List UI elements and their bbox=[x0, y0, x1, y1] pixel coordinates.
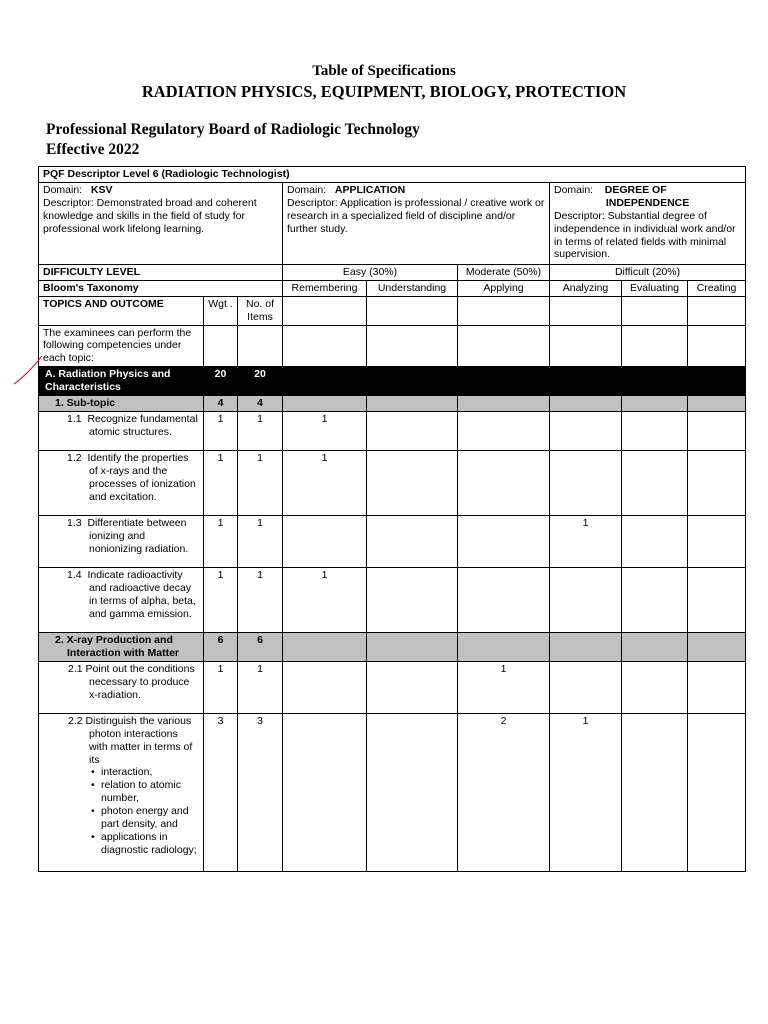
outcome-text: Recognize fundamental atomic structures. bbox=[87, 412, 198, 438]
section-a-wgt: 20 bbox=[204, 367, 238, 396]
domain-descriptor: Descriptor: Demonstrated broad and coherent knowledge and skills in the field of study for professional work lifelong learning. bbox=[43, 196, 257, 235]
evaluating-cell bbox=[622, 713, 688, 871]
table-row bbox=[39, 567, 746, 632]
applying-cell bbox=[458, 411, 550, 450]
difficulty-row bbox=[39, 264, 746, 280]
creating-cell bbox=[688, 411, 746, 450]
table-row bbox=[39, 661, 746, 713]
understanding-cell bbox=[367, 567, 458, 632]
outcome-number: 2.1 bbox=[68, 662, 83, 675]
remembering-cell: 1 bbox=[283, 450, 367, 515]
items-cell: 1 bbox=[238, 411, 283, 450]
wgt-cell: 1 bbox=[204, 515, 238, 567]
understanding-cell bbox=[367, 661, 458, 713]
topics-header: TOPICS AND OUTCOME bbox=[39, 296, 204, 325]
creating-cell bbox=[688, 515, 746, 567]
outcome-text: Identify the properties of x-rays and the processes of ionization and excitation. bbox=[87, 451, 196, 503]
difficulty-moderate: Moderate (50%) bbox=[458, 264, 550, 280]
remembering-cell bbox=[283, 515, 367, 567]
items-cell: 1 bbox=[238, 567, 283, 632]
domain-independence bbox=[550, 182, 746, 264]
items-cell: 1 bbox=[238, 450, 283, 515]
evaluating-cell bbox=[622, 450, 688, 515]
outcome-cell bbox=[39, 661, 204, 713]
blooms-label: Bloom's Taxonomy bbox=[39, 280, 283, 296]
domain-ksv bbox=[39, 182, 283, 264]
applying-cell: 1 bbox=[458, 661, 550, 713]
evaluating-cell bbox=[622, 411, 688, 450]
remembering-cell: 1 bbox=[283, 567, 367, 632]
evaluating-cell bbox=[622, 515, 688, 567]
bullet-list bbox=[89, 766, 199, 856]
outcome-cell bbox=[39, 411, 204, 450]
intro-text: The examinees can perform the following competencies under each topic: bbox=[39, 325, 204, 367]
understanding-cell bbox=[367, 411, 458, 450]
outcome-number: 2.2 bbox=[68, 714, 83, 727]
understanding-cell bbox=[367, 713, 458, 871]
document-title: Table of Specifications bbox=[312, 63, 456, 79]
bullet-item: • relation to atomic number, bbox=[89, 779, 199, 805]
creating-cell bbox=[688, 567, 746, 632]
outcome-number: 1.2 bbox=[67, 451, 82, 464]
wgt-cell: 1 bbox=[204, 411, 238, 450]
items-cell: 3 bbox=[238, 713, 283, 871]
pqf-descriptor: PQF Descriptor Level 6 (Radiologic Technologist) bbox=[39, 167, 746, 183]
analyzing-cell bbox=[550, 567, 622, 632]
outcome-cell bbox=[39, 713, 204, 871]
blooms-creating: Creating bbox=[688, 280, 746, 296]
subtopic-1-wgt: 4 bbox=[204, 396, 238, 412]
wgt-cell: 1 bbox=[204, 567, 238, 632]
outcome-cell bbox=[39, 515, 204, 567]
bullet-item: • applications in diagnostic radiology; bbox=[89, 831, 199, 857]
domain-row bbox=[39, 182, 746, 264]
wgt-header: Wgt . bbox=[204, 296, 238, 325]
subtopic-2-label: 2. X-ray Production and Interaction with Matter bbox=[39, 632, 204, 661]
creating-cell bbox=[688, 450, 746, 515]
blooms-applying: Applying bbox=[458, 280, 550, 296]
subtopic-2-items: 6 bbox=[238, 632, 283, 661]
outcome-cell bbox=[39, 567, 204, 632]
blooms-understanding: Understanding bbox=[367, 280, 458, 296]
wgt-cell: 1 bbox=[204, 450, 238, 515]
subtopic-1-items: 4 bbox=[238, 396, 283, 412]
domain-label: Domain: bbox=[43, 183, 83, 196]
domain-name-line2: INDEPENDENCE bbox=[605, 196, 690, 209]
outcome-text: Point out the conditions necessary to produce x-radiation. bbox=[85, 662, 195, 701]
red-pen-mark bbox=[0, 0, 60, 400]
wgt-cell: 1 bbox=[204, 661, 238, 713]
pqf-row bbox=[39, 167, 746, 183]
applying-cell bbox=[458, 515, 550, 567]
understanding-cell bbox=[367, 515, 458, 567]
difficulty-label: DIFFICULTY LEVEL bbox=[39, 264, 283, 280]
table-row bbox=[39, 515, 746, 567]
bullet-item: • interaction, bbox=[89, 766, 199, 779]
blooms-analyzing: Analyzing bbox=[550, 280, 622, 296]
outcome-text: Differentiate between ionizing and nonionizing radiation. bbox=[87, 516, 189, 555]
subtopic-2-wgt: 6 bbox=[204, 632, 238, 661]
analyzing-cell: 1 bbox=[550, 515, 622, 567]
section-a-label: A. Radiation Physics and Characteristics bbox=[39, 367, 204, 396]
table-row bbox=[39, 450, 746, 515]
column-header-row bbox=[39, 296, 746, 325]
difficulty-easy: Easy (30%) bbox=[283, 264, 458, 280]
analyzing-cell bbox=[550, 450, 622, 515]
domain-label: Domain: bbox=[554, 183, 594, 196]
applying-cell: 2 bbox=[458, 713, 550, 871]
domain-descriptor: Descriptor: Substantial degree of independence in individual work and/or in terms of related fields with minimal supervision. bbox=[554, 209, 736, 261]
domain-application bbox=[283, 182, 550, 264]
items-cell: 1 bbox=[238, 661, 283, 713]
table-row bbox=[39, 411, 746, 450]
subtopic-1-label: 1. Sub-topic bbox=[39, 396, 204, 412]
table-row bbox=[39, 713, 746, 871]
outcome-number: 1.1 bbox=[67, 412, 82, 425]
outcome-number: 1.4 bbox=[67, 568, 82, 581]
items-header: No. of Items bbox=[238, 296, 283, 325]
applying-cell bbox=[458, 450, 550, 515]
intro-row bbox=[39, 325, 746, 367]
evaluating-cell bbox=[622, 661, 688, 713]
bullet-item: • photon energy and part density, and bbox=[89, 805, 199, 831]
remembering-cell: 1 bbox=[283, 411, 367, 450]
evaluating-cell bbox=[622, 567, 688, 632]
domain-name: KSV bbox=[90, 183, 113, 196]
applying-cell bbox=[458, 567, 550, 632]
blooms-evaluating: Evaluating bbox=[622, 280, 688, 296]
effective-date: Effective 2022 bbox=[46, 141, 140, 158]
understanding-cell bbox=[367, 450, 458, 515]
blooms-remembering: Remembering bbox=[283, 280, 367, 296]
document-subtitle: RADIATION PHYSICS, EQUIPMENT, BIOLOGY, PROTECTION bbox=[141, 82, 627, 101]
domain-label: Domain: bbox=[287, 183, 327, 196]
outcome-number: 1.3 bbox=[67, 516, 82, 529]
subtopic-2-row bbox=[39, 632, 746, 661]
domain-name: APPLICATION bbox=[334, 183, 406, 196]
outcome-text: Indicate radioactivity and radioactive decay in terms of alpha, beta, and gamma emission. bbox=[87, 568, 196, 620]
difficulty-difficult: Difficult (20%) bbox=[550, 264, 746, 280]
organization-name: Professional Regulatory Board of Radiologic Technology bbox=[46, 121, 420, 138]
outcome-cell bbox=[39, 450, 204, 515]
remembering-cell bbox=[283, 713, 367, 871]
domain-descriptor: Descriptor: Application is professional / creative work or research in a specialized field of discipline and/or further study. bbox=[287, 196, 545, 235]
creating-cell bbox=[688, 661, 746, 713]
specifications-table bbox=[38, 166, 746, 872]
analyzing-cell bbox=[550, 411, 622, 450]
items-cell: 1 bbox=[238, 515, 283, 567]
wgt-cell: 3 bbox=[204, 713, 238, 871]
remembering-cell bbox=[283, 661, 367, 713]
subtopic-1-row bbox=[39, 396, 746, 412]
outcome-text: Distinguish the various photon interactions with matter in terms of its bbox=[85, 714, 193, 766]
analyzing-cell: 1 bbox=[550, 713, 622, 871]
analyzing-cell bbox=[550, 661, 622, 713]
blooms-row bbox=[39, 280, 746, 296]
section-a-row bbox=[39, 367, 746, 396]
creating-cell bbox=[688, 713, 746, 871]
domain-name: DEGREE OF bbox=[604, 183, 667, 196]
section-a-items: 20 bbox=[238, 367, 283, 396]
